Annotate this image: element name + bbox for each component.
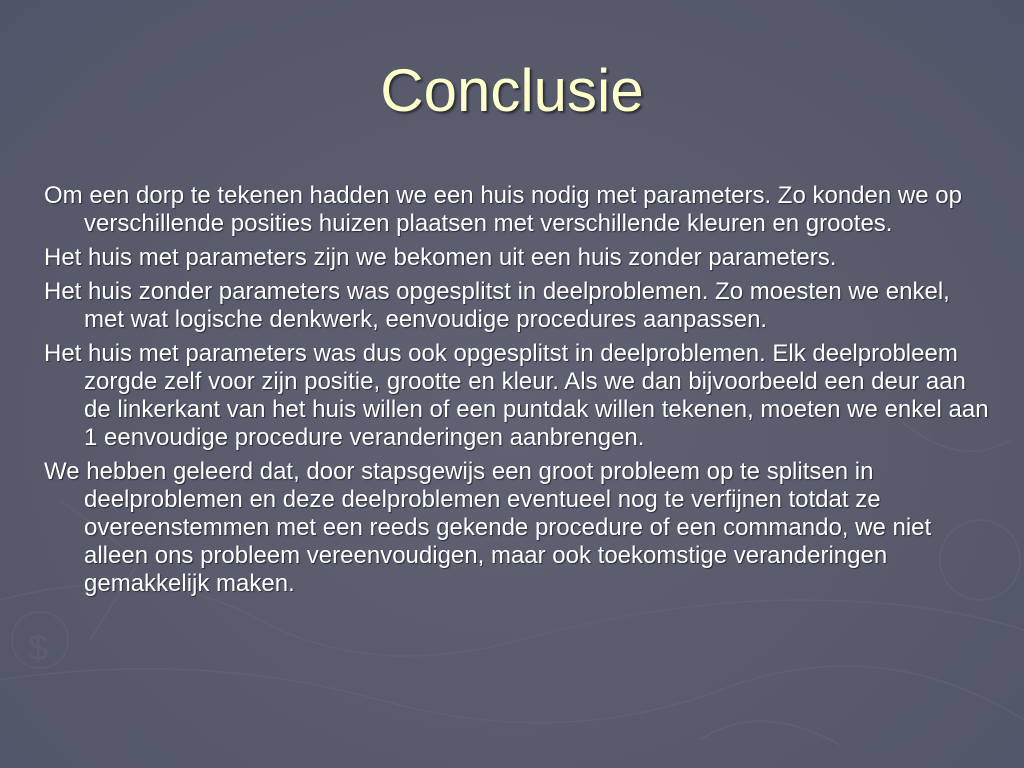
bullet-item: We hebben geleerd dat, door stapsgewijs een groot probleem op te splitsen in deelproblemen en deze deelproblemen eventueel nog te verfijnen totdat ze overeenstemmen met een reeds gekende procedure of een commando, we niet alleen ons probleem vereenvoudigen, maar ook toekomstige veranderingen gemakkelijk maken. bbox=[44, 458, 932, 597]
bullet-item: Om een dorp te tekenen hadden we een huis nodig met parameters. Zo konden we op verschillende posities huizen plaatsen met verschillende kleuren en grootes. bbox=[44, 182, 962, 237]
bullet-item: Het huis zonder parameters was opgesplitst in deelproblemen. Zo moesten we enkel, met wat logische denkwerk, eenvoudige procedures aanpassen. bbox=[44, 278, 950, 333]
bullet-item: Het huis met parameters zijn we bekomen uit een huis zonder parameters. bbox=[44, 244, 837, 271]
bullet-list bbox=[44, 182, 994, 604]
slide-title: Conclusie bbox=[380, 57, 644, 124]
bullet-item: Het huis met parameters was dus ook opgesplitst in deelproblemen. Elk deelprobleem zorgde zelf voor zijn positie, grootte en kleur. Als we dan bijvoorbeeld een deur aan de linkerkant van het huis willen of een puntdak willen tekenen, moeten we enkel aan 1 eenvoudige procedure veranderingen aanbrengen. bbox=[44, 340, 989, 451]
svg-text:$: $ bbox=[28, 627, 49, 668]
